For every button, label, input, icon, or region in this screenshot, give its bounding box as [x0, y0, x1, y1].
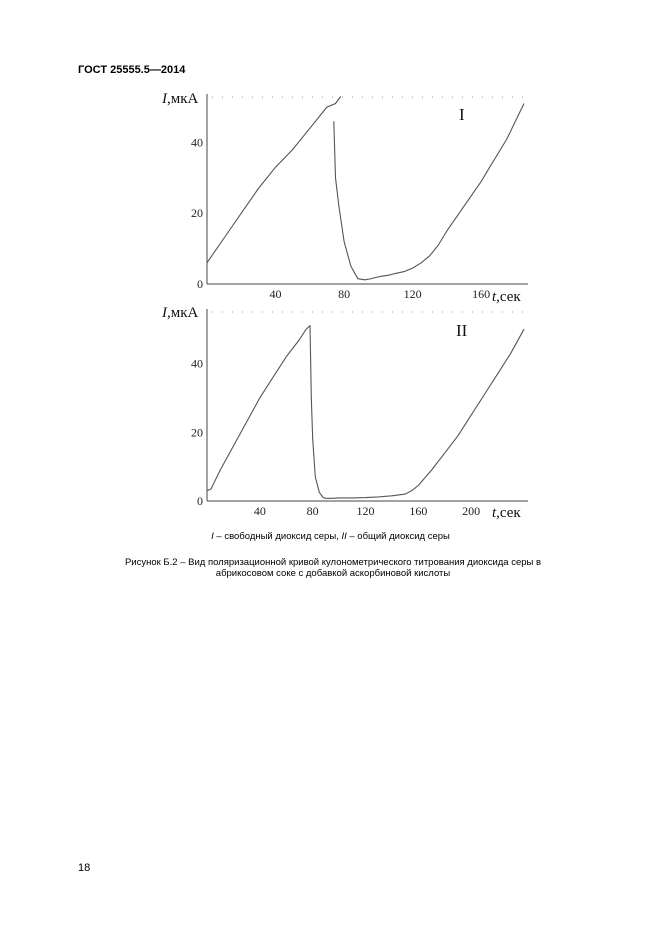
y-axis-label	[161, 305, 199, 321]
chart-title: II	[456, 321, 468, 340]
y-axis-variable: I	[162, 91, 167, 107]
figure-caption: Рисунок Б.2 – Вид поляризационной кривой кулонометрического титрования диоксида серы в абрикосовом соке с добавкой аскорбиновой кислоты	[124, 557, 542, 579]
y-tick-label: 20	[191, 425, 203, 440]
x-tick-label: 120	[356, 504, 375, 518]
series-line	[334, 104, 524, 280]
y-axis-unit: ,мкА	[167, 305, 199, 321]
y-tick-label: 0	[197, 494, 203, 508]
x-axis-unit: ,сек	[496, 505, 521, 521]
x-tick-label: 40	[253, 504, 266, 518]
x-axis-label	[492, 505, 521, 521]
y-axis-unit: ,мкА	[167, 91, 199, 107]
legend-symbol-1: I	[211, 531, 214, 542]
series-line	[207, 326, 524, 499]
legend-text-2: – общий диоксид серы	[346, 531, 450, 542]
figure-legend	[0, 531, 661, 542]
y-axis-label	[161, 91, 199, 107]
x-axis-variable: t	[492, 505, 497, 521]
page-number: 18	[78, 862, 91, 874]
series-line	[207, 97, 341, 263]
x-tick-label: 160	[409, 504, 428, 518]
y-tick-label: 40	[191, 135, 203, 150]
y-tick-label: 40	[191, 356, 203, 371]
y-tick-label: 20	[191, 206, 203, 221]
x-tick-label: 40	[269, 287, 282, 301]
x-tick-label: 80	[306, 504, 319, 518]
document-header: ГОСТ 25555.5—2014	[78, 64, 186, 76]
legend-symbol-2: II	[341, 531, 347, 542]
x-tick-label: 120	[403, 287, 422, 301]
x-axis-unit: ,сек	[496, 289, 521, 305]
chart-panel-2	[161, 305, 528, 521]
x-tick-label: 200	[462, 504, 481, 518]
y-axis-variable: I	[162, 305, 167, 321]
chart-panel-1	[161, 91, 528, 305]
x-tick-label: 80	[338, 287, 351, 301]
y-tick-label: 0	[197, 277, 203, 291]
legend-text-1: – свободный диоксид серы,	[213, 531, 342, 542]
x-axis-label	[492, 289, 521, 305]
x-tick-label: 160	[472, 287, 491, 301]
x-axis-variable: t	[492, 289, 497, 305]
chart-title: I	[459, 105, 465, 124]
